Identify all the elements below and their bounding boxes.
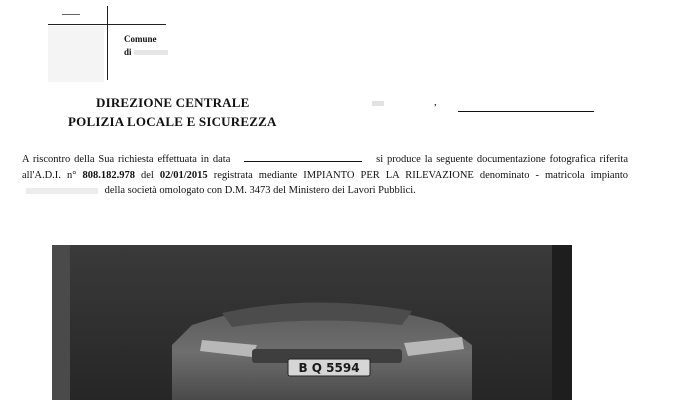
vehicle-photo (52, 245, 572, 400)
comune-di-label: di (124, 47, 132, 57)
header-horizontal-rule (48, 24, 166, 25)
body-text-2: si produce la seguente documentazione fotografica riferita all'A.D.I. n° (22, 154, 629, 181)
body-text-4: registrata mediante IMPIANTO PER LA RILEVAZIONE denominato - matricola impianto (213, 169, 628, 181)
department-title-line1: DIREZIONE CENTRALE (96, 95, 250, 110)
violation-date: 02/01/2015 (159, 169, 208, 181)
vehicle-photo-image (52, 245, 572, 400)
body-text-5: della società omologato con D.M. 3473 del Ministero dei Lavori Pubblici. (104, 185, 416, 196)
place-redacted (372, 101, 384, 106)
body-text-3: del (140, 169, 154, 181)
comune-label: Comune (124, 34, 157, 44)
license-plate-text: B Q 5594 (298, 361, 360, 375)
adi-number: 808.182.978 (82, 169, 135, 181)
body-text-1: A riscontro della Sua richiesta effettuata in data (22, 154, 231, 165)
place-date-comma: , (434, 96, 437, 108)
department-title-line2: POLIZIA LOCALE E SICUREZZA (68, 114, 277, 129)
municipality-logo-redacted (48, 26, 104, 82)
date-blank-line (458, 111, 594, 112)
header-mark (62, 14, 80, 15)
header-vertical-rule (107, 6, 108, 80)
serial-number-redacted (26, 188, 98, 194)
body-paragraph (22, 151, 628, 199)
request-date-blank (244, 151, 362, 162)
comune-name-redacted (134, 50, 168, 55)
